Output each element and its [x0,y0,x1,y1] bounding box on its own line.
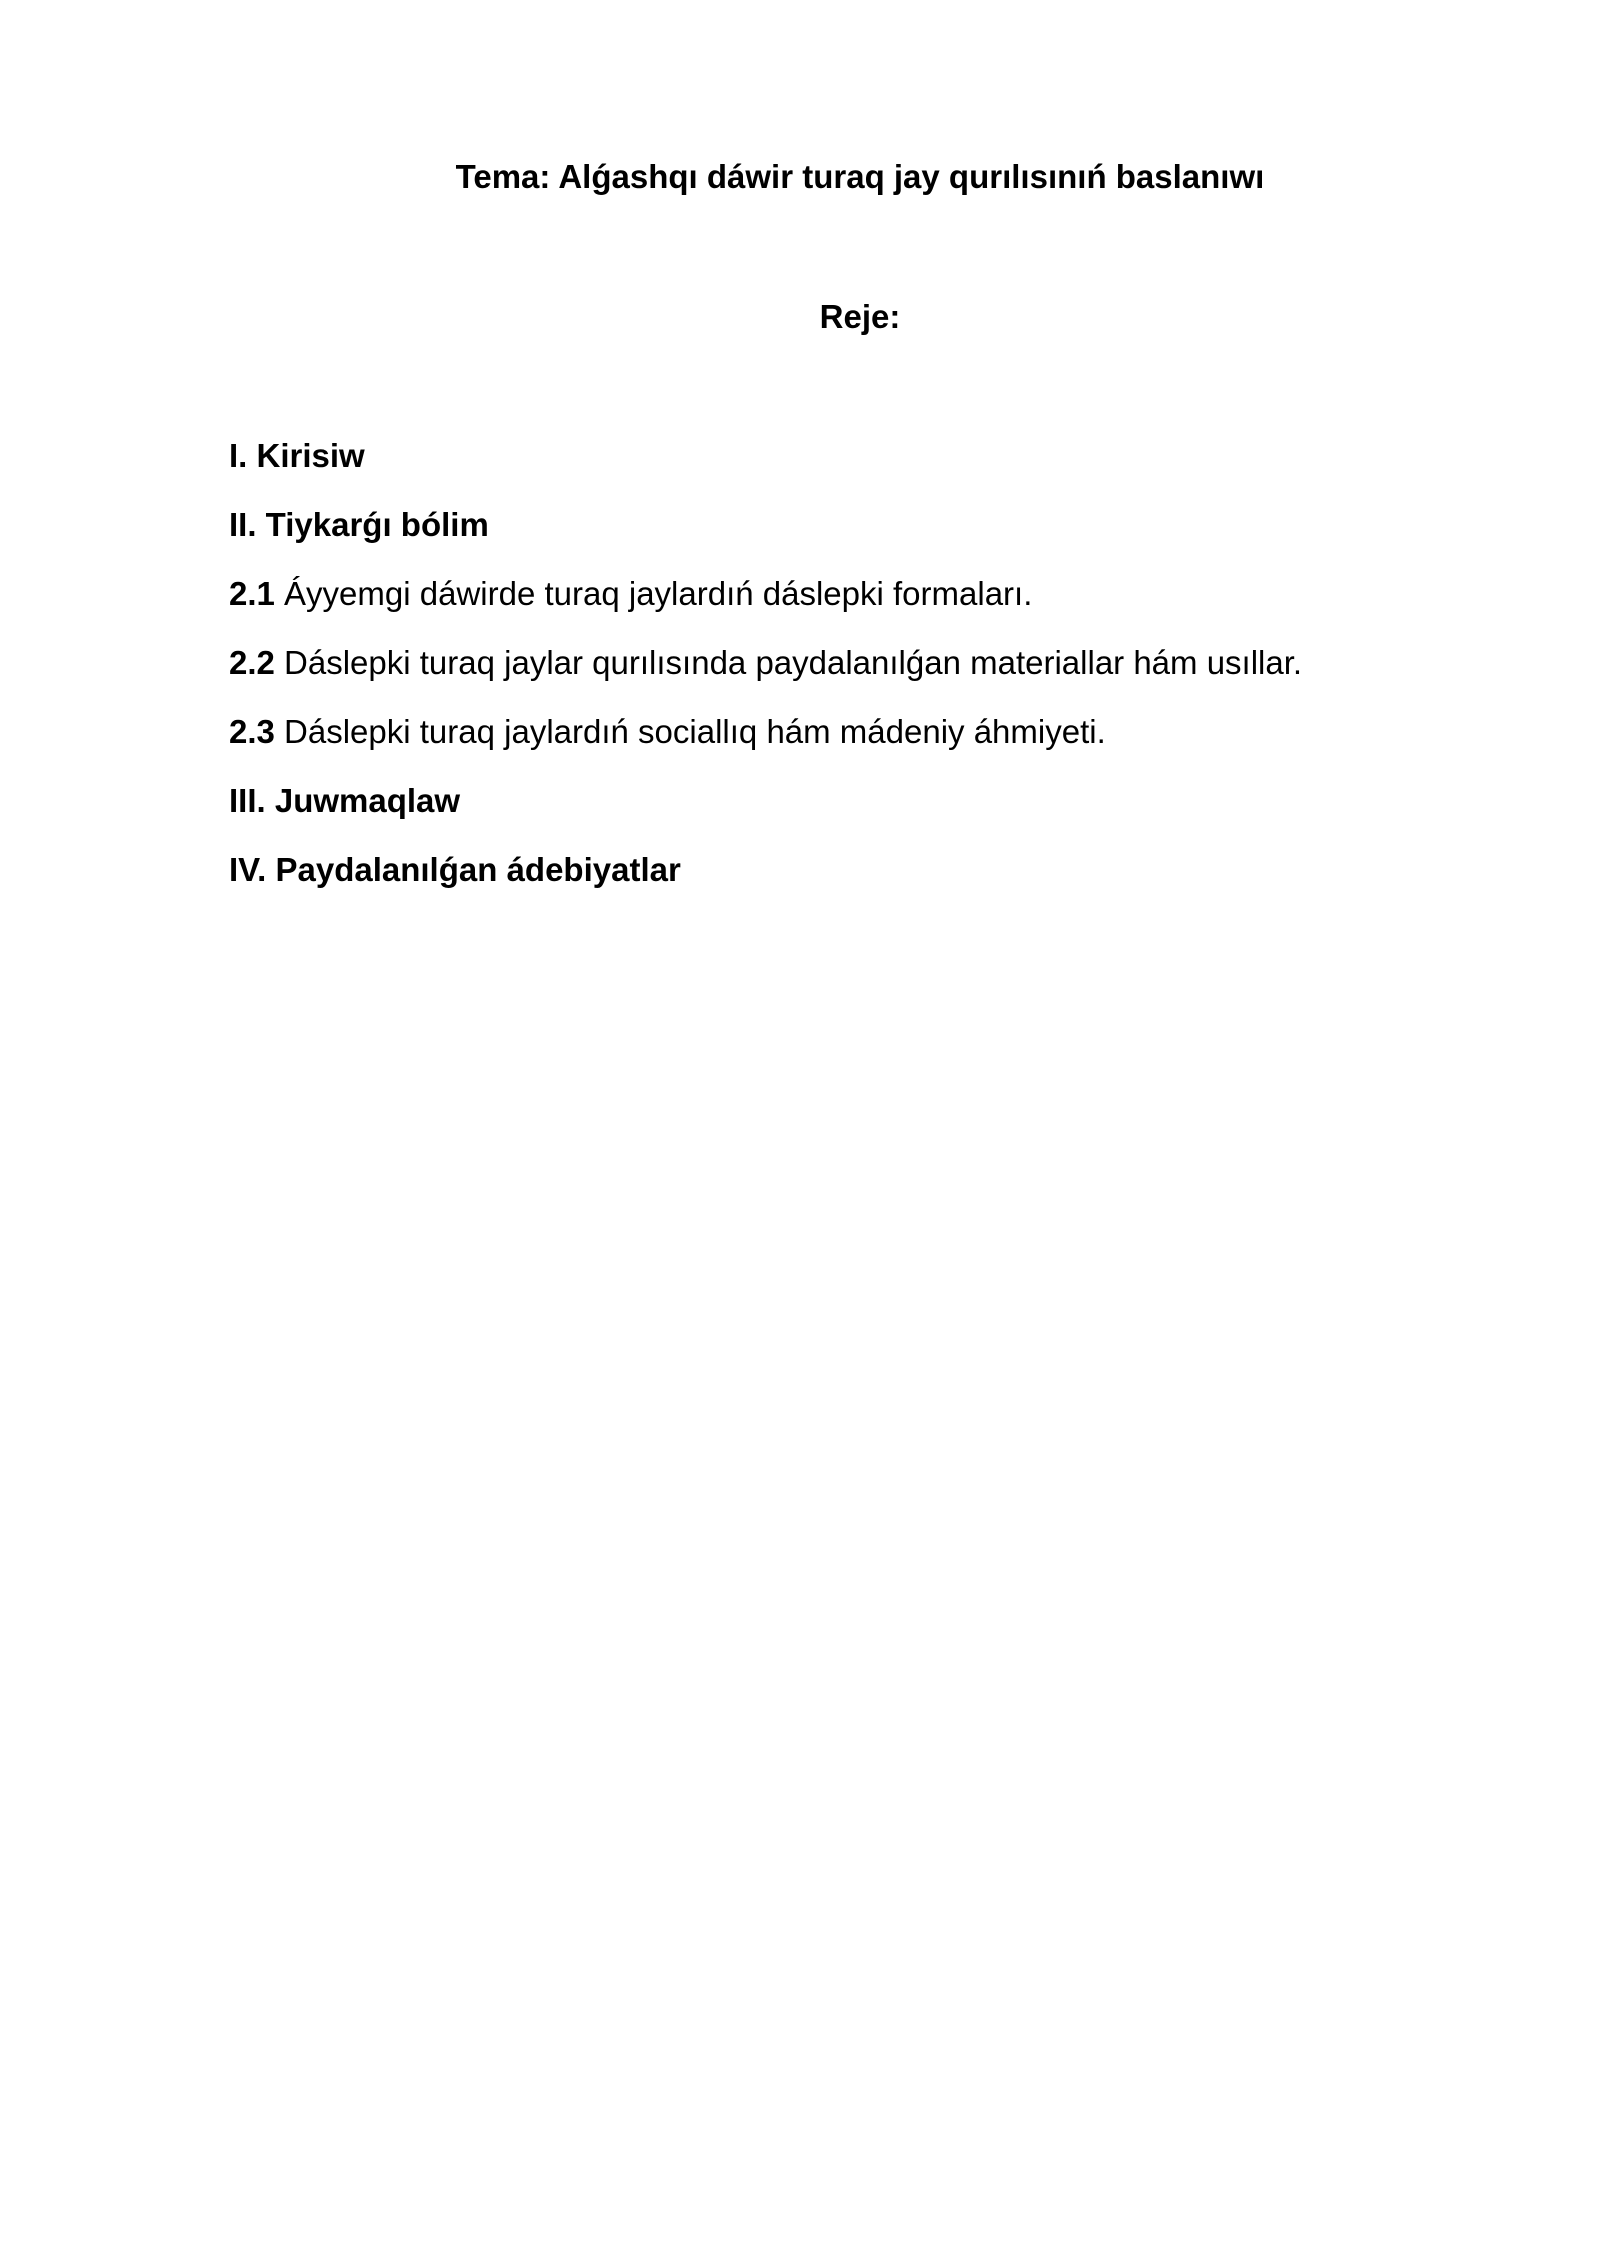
outline-text: Áyyemgi dáwirde turaq jaylardıń dáslepki formaları. [274,575,1033,612]
outline-item-conclusion: III. Juwmaqlaw [229,782,461,819]
outline-item-2-3 [229,710,1489,754]
outline-number: 2.1 [229,575,275,612]
plan-outline [229,434,1489,917]
outline-number: 2.3 [229,713,275,750]
outline-item-main-part: II. Tiykarǵı bólim [229,506,489,543]
outline-item-introduction: I. Kirisiw [229,437,365,474]
outline-item-2-1 [229,572,1489,616]
outline-item-references: IV. Paydalanılǵan ádebiyatlar [229,851,681,888]
outline-number: 2.2 [229,644,275,681]
outline-text: Dáslepki turaq jaylardıń sociallıq hám mádeniy áhmiyeti. [274,713,1106,750]
outline-text: Dáslepki turaq jaylar qurılısında paydalanılǵan materiallar hám usıllar. [274,644,1303,681]
document-title: Tema: Alǵashqı dáwir turaq jay qurılısınıń baslanıwı [455,158,1265,195]
plan-heading: Reje: [819,298,901,335]
outline-item-2-2 [229,641,1489,685]
